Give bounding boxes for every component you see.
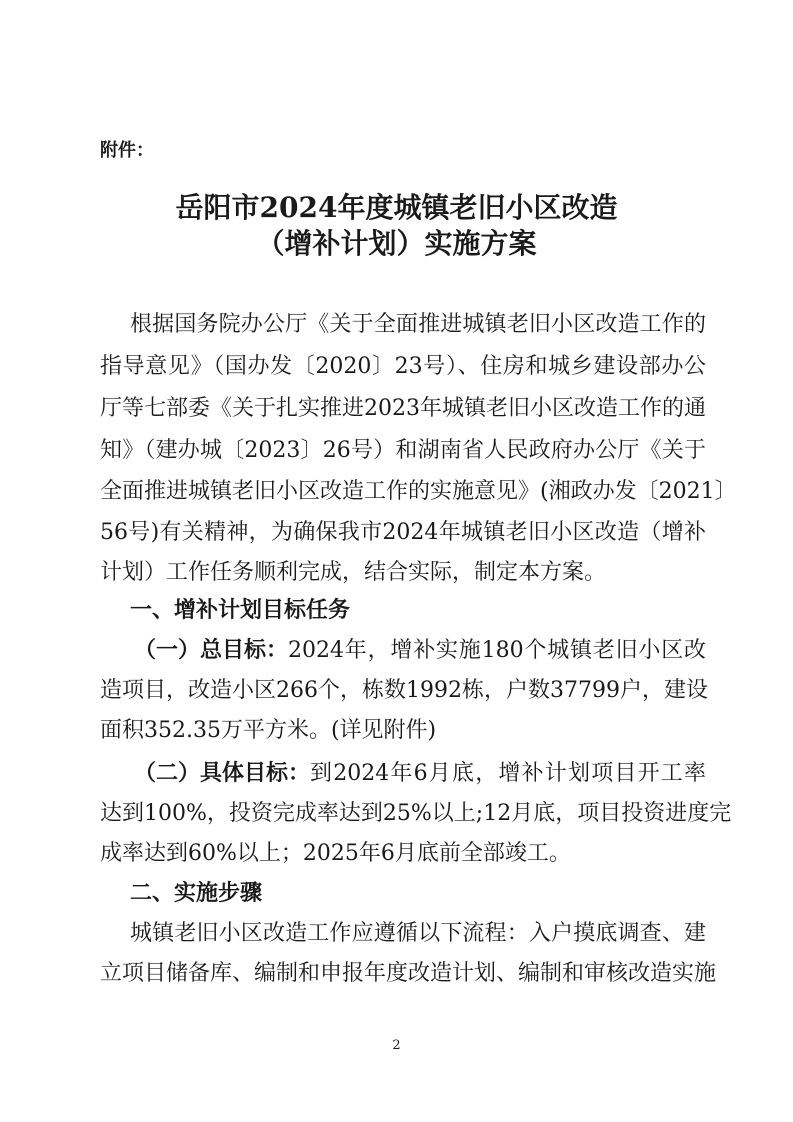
- steps-line: 立项目储备库、编制和申报年度改造计划、编制和审核改造实施: [100, 961, 717, 986]
- intro-line: 计划）工作任务顺利完成，结合实际，制定本方案。: [100, 560, 607, 585]
- intro-line: 全面推进城镇老旧小区改造工作的实施意见》(湘政办发〔2021〕: [100, 479, 737, 504]
- goal2-line: 达到100%，投资完成率达到25%以上;12月底，项目投资进度完: [100, 801, 732, 826]
- goal1-first-line: [134, 637, 706, 665]
- document-title-line-2: （增补计划）实施方案: [256, 227, 537, 260]
- intro-line: 56号)有关精神，为确保我市2024年城镇老旧小区改造（增补: [100, 520, 706, 545]
- intro-line: 知》（建办城〔2023〕26号）和湖南省人民政府办公厅《关于: [100, 438, 706, 463]
- section-heading-2: 二、实施步骤: [130, 881, 263, 906]
- goal1-line: 造项目，改造小区266个，栋数1992栋，户数37799户，建设: [100, 678, 708, 703]
- goal2-first-line: [134, 760, 706, 788]
- page-number: 2: [392, 1038, 401, 1053]
- intro-line: 指导意见》（国办发〔2020〕23号）、住房和城乡建设部办公: [100, 354, 706, 379]
- intro-line: 根据国务院办公厅《关于全面推进城镇老旧小区改造工作的: [130, 312, 706, 337]
- goal1-text: 2024年，增补实施180个城镇老旧小区改: [288, 638, 706, 663]
- goal1-label: （一）总目标：: [134, 638, 289, 663]
- goal2-label: （二）具体目标：: [134, 761, 311, 786]
- steps-line: 城镇老旧小区改造工作应遵循以下流程：入户摸底调查、建: [130, 921, 706, 946]
- section-heading-1: 一、增补计划目标任务: [130, 598, 351, 623]
- attachment-label: 附件：: [100, 140, 154, 161]
- goal2-text: 到2024年6月底，增补计划项目开工率: [310, 761, 706, 786]
- intro-line: 厅等七部委《关于扎实推进2023年城镇老旧小区改造工作的通: [100, 396, 706, 421]
- goal1-line: 面积352.35万平方米。(详见附件): [100, 718, 437, 743]
- goal2-line: 成率达到60%以上；2025年6月底前全部竣工。: [100, 841, 571, 866]
- document-title-line-1: 岳阳市2024年度城镇老旧小区改造: [175, 191, 618, 224]
